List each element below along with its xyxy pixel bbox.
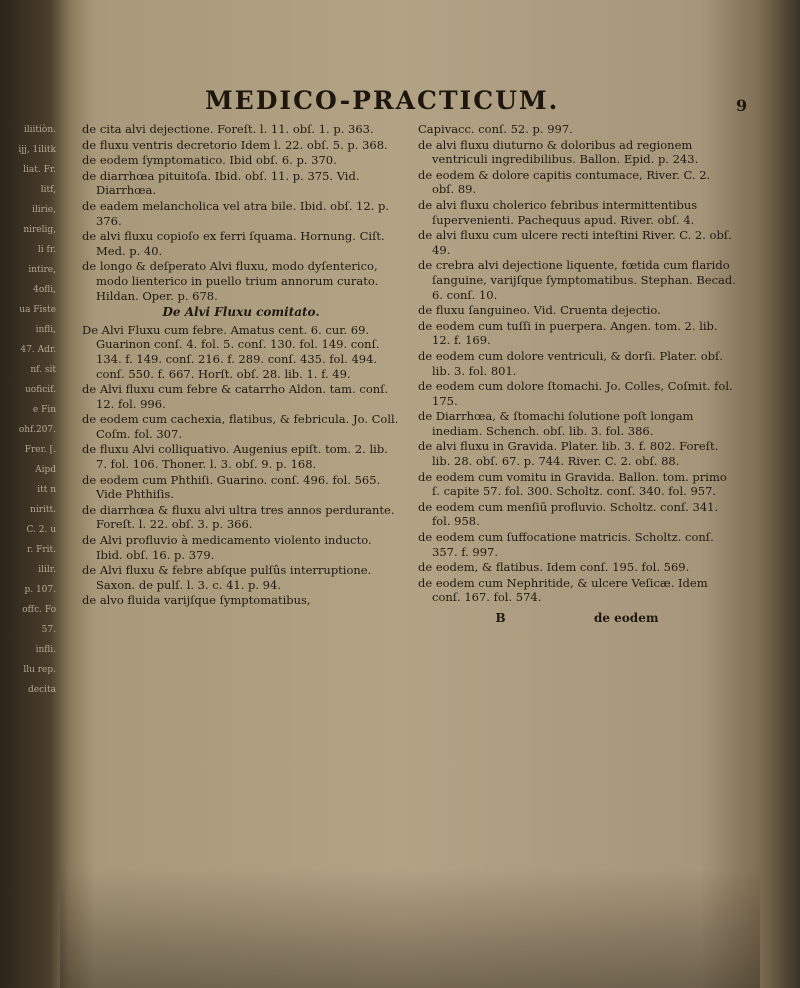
index-entry: de eadem melancholica vel atra bile. Ibid. obſ. 12. p. 376.	[82, 198, 389, 228]
bleed-fragment: llu rep.	[23, 665, 56, 675]
running-head: MEDICO-PRACTICUM.	[205, 86, 560, 115]
index-entry: de alvi fluxu copioſo ex ferri ſquama. Hornung. Ciſt. Med. p. 40.	[82, 229, 385, 258]
index-entry: de eodem cum Nephritide, & ulcere Veſicæ. Idem conſ. 167. fol. 574.	[418, 575, 708, 605]
bleed-fragment: liat. Fr.	[23, 165, 56, 175]
bleed-fragment: infli,	[35, 325, 56, 335]
bleed-fragment: r. Frit.	[27, 545, 56, 555]
bleed-fragment: nirelig,	[23, 225, 56, 235]
index-entry: de eodem cum Phthiſi. Guarino. conſ. 496. fol. 565. Vide Phthiſis.	[82, 472, 381, 502]
section-heading: De Alvi Fluxu comitato.	[162, 305, 320, 320]
index-entry: de alvi fluxu in Gravida. Plater. lib. 3. f. 802. Foreſt. lib. 28. obſ. 67. p. 744. River. C. 2. obſ. 88.	[418, 439, 719, 469]
bleed-fragment: offc. Fo	[22, 605, 56, 615]
index-entry: de eodem, & flatibus. Idem conſ. 195. fol. 569.	[418, 560, 690, 575]
index-entry: de eodem cum dolore ventriculi, & dorſi. Plater. obſ. lib. 3. fol. 801.	[418, 348, 723, 378]
bleed-fragment: infli.	[35, 645, 56, 655]
bleed-fragment: nf. sit	[30, 365, 56, 375]
bleed-fragment: 47. Adr.	[20, 345, 56, 355]
bleed-fragment: ilirie,	[31, 205, 56, 215]
index-entry: de eodem cum tuſſi in puerpera. Angen. tom. 2. lib. 12. f. 169.	[418, 318, 718, 348]
index-entry: de alvo fluida varijſque ſymptomatibus,	[82, 593, 311, 608]
index-entry: de eodem cum ſuffocatione matricis. Scholtz. conſ. 357. f. 997.	[418, 530, 714, 559]
bleed-fragment: decita	[28, 685, 56, 695]
index-entry: de fluxu ſanguineo. Vid. Cruenta dejectio.	[418, 303, 661, 318]
signature-mark: B	[495, 611, 506, 625]
bleed-fragment: itt n	[37, 485, 56, 495]
bleed-fragment: p. 107.	[24, 585, 56, 595]
index-entry: de crebra alvi dejectione liquente, fœtida cum flarido ſanguine, varijſque ſymptomatibus. Stephan. Becad. 6. conſ. 10.	[418, 258, 736, 302]
index-entry: de eodem cum menſiū profluvio. Scholtz. conſ. 341. fol. 958.	[418, 499, 719, 529]
index-entry: de Alvi profluvio à medicamento violento inducto. Ibid. obſ. 16. p. 379.	[82, 533, 372, 562]
index-entry: de eodem cum dolore ſtomachi. Jo. Colles, Coſmit. fol. 175.	[418, 379, 733, 408]
facing-page-bleed	[0, 120, 64, 880]
index-entry: Capivacc. conſ. 52. p. 997.	[418, 122, 573, 136]
index-entry: de diarrhœa pituitoſa. Ibid. obſ. 11. p. 375. Vid. Diarrhœa.	[82, 168, 360, 198]
bleed-fragment: Aipd	[35, 465, 56, 475]
bleed-fragment: iliitiòn.	[23, 125, 56, 135]
right-column	[418, 122, 736, 626]
bleed-fragment: ijj, 1ilitk	[18, 145, 56, 155]
bleed-fragment: litf,	[40, 185, 56, 195]
index-entry: de alvi fluxu cholerico febribus intermittentibus ſupervenienti. Pachequus apud. River. obſ. 4.	[418, 197, 698, 227]
index-entry: de eodem & dolore capitis contumace, River. C. 2. obſ. 89.	[418, 167, 711, 197]
index-entry: de fluxu ventris decretorio Idem l. 22. obſ. 5. p. 368.	[82, 137, 388, 152]
index-entry: de alvi fluxu diuturno & doloribus ad regionem ventriculi ingredibilibus. Ballon. Epid. p. 243.	[418, 137, 699, 167]
index-entry: de Alvi fluxu & febre abſque pulſûs interruptione. Saxon. de pulſ. l. 3. c. 41. p. 94.	[82, 563, 372, 592]
bleed-fragment: C. 2. u	[26, 525, 56, 535]
index-entry: de Alvi fluxu cum febre & catarrho Aldon. tam. conſ. 12. fol. 996.	[82, 382, 389, 411]
bleed-fragment: li fr.	[37, 245, 56, 255]
page-number: 9	[736, 96, 748, 115]
index-entry: de longo & deſperato Alvi fluxu, modo dyſenterico, modo lienterico in puello trium annorum curato. Hildan. Oper. p. 678.	[82, 259, 379, 303]
bleed-fragment: 4ofli,	[33, 285, 56, 295]
index-entry: de Diarrhœa, & ſtomachi ſolutione poſt longam inediam. Schench. obſ. lib. 3. fol. 386.	[418, 409, 694, 438]
index-entry: de diarrhœa & fluxu alvi ultra tres annos perdurante. Foreſt. l. 22. obſ. 3. p. 366.	[82, 502, 395, 532]
bleed-fragment: niritt.	[30, 505, 56, 515]
bleed-fragment: ililr.	[38, 565, 56, 575]
bleed-fragment: Frer. [.	[24, 445, 56, 455]
bleed-fragment: ohf.207.	[18, 425, 56, 435]
index-entry: De Alvi Fluxu cum febre. Amatus cent. 6. cur. 69. Guarinon conſ. 4. fol. 5. conſ. 130. fol. 149. conſ. 134. f. 149. conſ. 216. f. 289. conſ. 435. fol. 494. conſ. 550. f. 667. Horſt. obſ. 28. lib. 1. f. 49.	[82, 322, 380, 381]
signature-line	[418, 611, 736, 626]
index-entry: de eodem cum vomitu in Gravida. Ballon. tom. primo ſ. capite 57. fol. 300. Scholtz. conſ. 340. fol. 957.	[418, 469, 727, 499]
index-entry: de fluxu Alvi colliquativo. Augenius epiſt. tom. 2. lib. 7. fol. 106. Thoner. l. 3. obſ. 9. p. 168.	[82, 442, 388, 472]
bleed-fragment: 57.	[41, 625, 56, 635]
index-entry: de eodem cum cachexia, flatibus, & febricula. Jo. Coll. Coſm. fol. 307.	[82, 412, 399, 441]
bleed-fragment: ua Fiste	[19, 305, 56, 315]
page-shadow	[60, 868, 760, 988]
left-column	[82, 122, 400, 609]
index-entry: de alvi fluxu cum ulcere recti inteſtini River. C. 2. obſ. 49.	[418, 228, 732, 257]
index-entry: de cita alvi dejectione. Foreſt. l. 11. obſ. 1. p. 363.	[82, 122, 374, 136]
index-entry: de eodem ſymptomatico. Ibid obſ. 6. p. 370.	[82, 153, 337, 168]
catchword: de eodem	[593, 611, 659, 625]
bleed-fragment: intire,	[28, 265, 56, 275]
bleed-fragment: e Fin	[32, 405, 56, 415]
bleed-fragment: uoficif.	[24, 385, 56, 395]
